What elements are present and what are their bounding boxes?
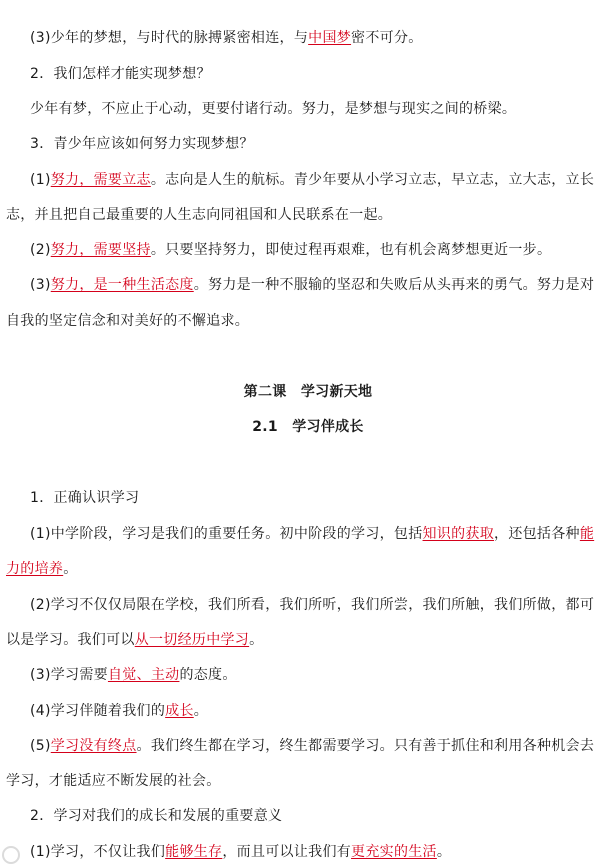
paragraph-line [0,205,616,225]
watermark-icon [2,846,20,864]
paragraph-line [0,736,616,756]
paragraph-line [0,170,616,190]
question-heading [0,64,616,84]
highlighted-text: 努力，需要立志 [50,172,151,188]
text-run: (5) [30,738,51,754]
text-run: 志，并且把自己最重要的人生志向同祖国和人民联系在一起。 [6,207,393,223]
text-run: (1)中学阶段，学习是我们的重要任务。初中阶段的学习，包括 [30,526,423,542]
text-run: 。 [249,632,264,648]
text-run: 。 [63,561,78,577]
text-run: (3) [30,277,51,293]
paragraph-line [0,275,616,295]
paragraph-line [0,524,616,544]
text-run: 少年有梦，不应止于心动，更要付诸行动。努力，是梦想与现实之间的桥梁。 [30,101,517,117]
text-run: 2．我们怎样才能实现梦想？ [30,66,211,82]
text-run: 。 [436,844,452,860]
highlighted-text: 学习没有终点 [50,738,137,754]
paragraph-line [0,99,616,119]
paragraph-line [0,701,616,721]
text-run: (3)少年的梦想，与时代的脉搏紧密相连，与 [30,30,309,46]
lesson-title [0,382,616,402]
text-run: 。努力是一种不服输的坚忍和失败后从头再来的勇气。努力是对 [193,277,595,293]
text-run: (1)学习，不仅让我们 [30,844,166,860]
paragraph-line [0,771,616,791]
section-title [0,417,616,437]
text-run: 以是学习。我们可以 [6,632,135,648]
text-run: 自我的坚定信念和对美好的不懈追求。 [6,313,250,329]
text-run: 。 [193,703,209,719]
text-run: (4)学习伴随着我们的 [30,703,166,719]
text-run: 。我们终生都在学习，终生都需要学习。只有善于抓住和利用各种机会去 [136,738,595,754]
text-run: (3)学习需要 [30,667,108,683]
text-run: 。只要坚持努力，即使过程再艰难，也有机会离梦想更近一步。 [150,242,552,258]
text-run: ，而且可以让我们有 [222,844,352,860]
text-run: 1．正确认识学习 [30,490,140,506]
highlighted-text: 努力，需要坚持 [50,242,151,258]
text-run: 2．学习对我们的成长和发展的重要意义 [30,808,283,824]
text-run: 3．青少年应该如何努力实现梦想？ [30,136,254,152]
paragraph-line [0,311,616,331]
highlighted-text: 中国梦 [308,30,352,46]
highlighted-text: 努力，是一种生活态度 [50,277,194,293]
highlighted-text: 更充实的生活 [351,844,437,860]
paragraph-line [0,240,616,260]
question-heading [0,488,616,508]
highlighted-text: 知识的获取 [422,526,495,542]
question-heading [0,806,616,826]
text-run: (1) [30,172,51,188]
text-run: 的态度。 [179,667,237,683]
watermark-logo [2,846,122,866]
highlighted-text: 力的培养 [6,561,64,577]
paragraph-line [0,595,616,615]
text-run: 第二课 学习新天地 [243,384,373,400]
text-run: 。志向是人生的航标。青少年要从小学习立志，早立志，立大志，立长 [150,172,595,188]
highlighted-text: 能 [579,526,595,542]
highlighted-text: 从一切经历中学习 [134,632,250,648]
highlighted-text: 能够生存 [165,844,223,860]
highlighted-text: 自觉、主动 [107,667,180,683]
text-run: (2) [30,242,51,258]
text-run: (2)学习不仅仅局限在学校，我们所看，我们所听，我们所尝，我们所触，我们所做，都可 [30,597,595,613]
text-run: ，还包括各种 [494,526,580,542]
question-heading [0,134,616,154]
paragraph-line [0,630,616,650]
text-run: 学习，才能适应不断发展的社会。 [6,773,221,789]
highlighted-text: 成长 [165,703,194,719]
paragraph-line [0,665,616,685]
paragraph-line [0,559,616,579]
text-run: 密不可分。 [351,30,423,46]
paragraph-line [0,28,616,48]
text-run: 2.1 学习伴成长 [252,419,364,435]
